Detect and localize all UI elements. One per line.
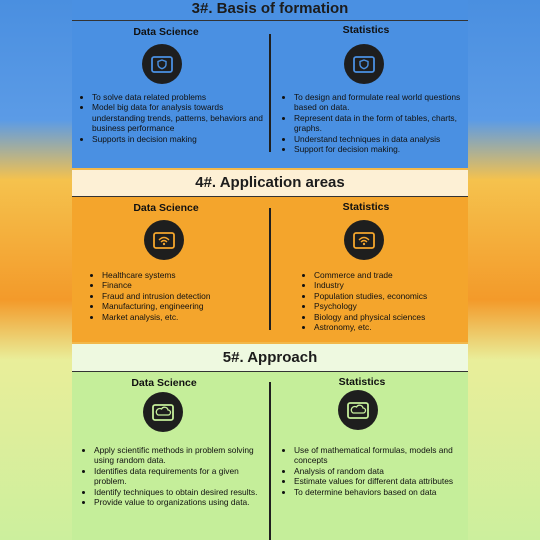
shield-drive-icon	[142, 44, 182, 84]
right-list	[282, 445, 468, 497]
list-item: • Identify techniques to obtain desired results.	[94, 487, 272, 497]
wifi-drive-icon	[344, 220, 384, 260]
cloud-drive-icon	[143, 392, 183, 432]
blurred-background-left	[0, 0, 72, 540]
list-item: • Use of mathematical formulas, models and concepts	[294, 445, 468, 466]
list-item: • To determine behaviors based on data	[294, 487, 468, 497]
list-item: • Healthcare systems	[102, 270, 272, 280]
list-item: • Apply scientific methods in problem solving using random data.	[94, 445, 272, 466]
left-heading: Data Science	[131, 377, 197, 389]
shield-drive-icon	[344, 44, 384, 84]
list-item: • Market analysis, etc.	[102, 312, 272, 322]
section-title: 4#. Application areas	[72, 170, 468, 196]
section-basis-of-formation	[72, 0, 468, 168]
right-heading: Statistics	[342, 201, 390, 213]
left-list	[90, 270, 272, 322]
divider	[72, 196, 468, 197]
cloud-drive-icon	[338, 390, 378, 430]
list-item: • Astronomy, etc.	[314, 322, 478, 332]
right-heading: Statistics	[342, 24, 390, 36]
list-item: • Identifies data requirements for a given problem.	[94, 466, 272, 487]
list-item: • Understand techniques in data analysis	[294, 134, 478, 144]
list-item: • Analysis of random data	[294, 466, 468, 476]
left-heading: Data Science	[133, 202, 199, 214]
section-approach	[72, 344, 468, 540]
right-list	[282, 92, 478, 154]
section-application-areas	[72, 170, 468, 342]
list-item: • Provide value to organizations using data.	[94, 497, 272, 507]
list-item: • Manufacturing, engineering	[102, 301, 272, 311]
section-title: 5#. Approach	[72, 344, 468, 372]
wifi-drive-icon	[144, 220, 184, 260]
list-item: • Population studies, economics	[314, 291, 478, 301]
right-heading: Statistics	[338, 376, 386, 388]
list-item: • Model big data for analysis towards understanding trends, patterns, behaviors and business performance	[92, 102, 272, 133]
list-item: • To design and formulate real world questions based on data.	[294, 92, 478, 113]
right-list	[302, 270, 478, 332]
list-item: • Fraud and intrusion detection	[102, 291, 272, 301]
blurred-background-right	[468, 0, 540, 540]
left-list	[82, 445, 272, 507]
section-title: 3#. Basis of formation	[72, 0, 468, 21]
list-item: • Support for decision making.	[294, 144, 478, 154]
list-item: • Industry	[314, 280, 478, 290]
list-item: • To solve data related problems	[92, 92, 272, 102]
list-item: • Estimate values for different data attributes	[294, 476, 468, 486]
list-item: • Biology and physical sciences	[314, 312, 478, 322]
list-item: • Psychology	[314, 301, 478, 311]
left-list	[80, 92, 272, 144]
divider	[72, 20, 468, 21]
list-item: • Finance	[102, 280, 272, 290]
infographic-card	[72, 0, 468, 540]
list-item: • Represent data in the form of tables, charts, graphs.	[294, 113, 478, 134]
list-item: • Supports in decision making	[92, 134, 272, 144]
left-heading: Data Science	[133, 26, 199, 38]
list-item: • Commerce and trade	[314, 270, 478, 280]
divider	[72, 371, 468, 372]
